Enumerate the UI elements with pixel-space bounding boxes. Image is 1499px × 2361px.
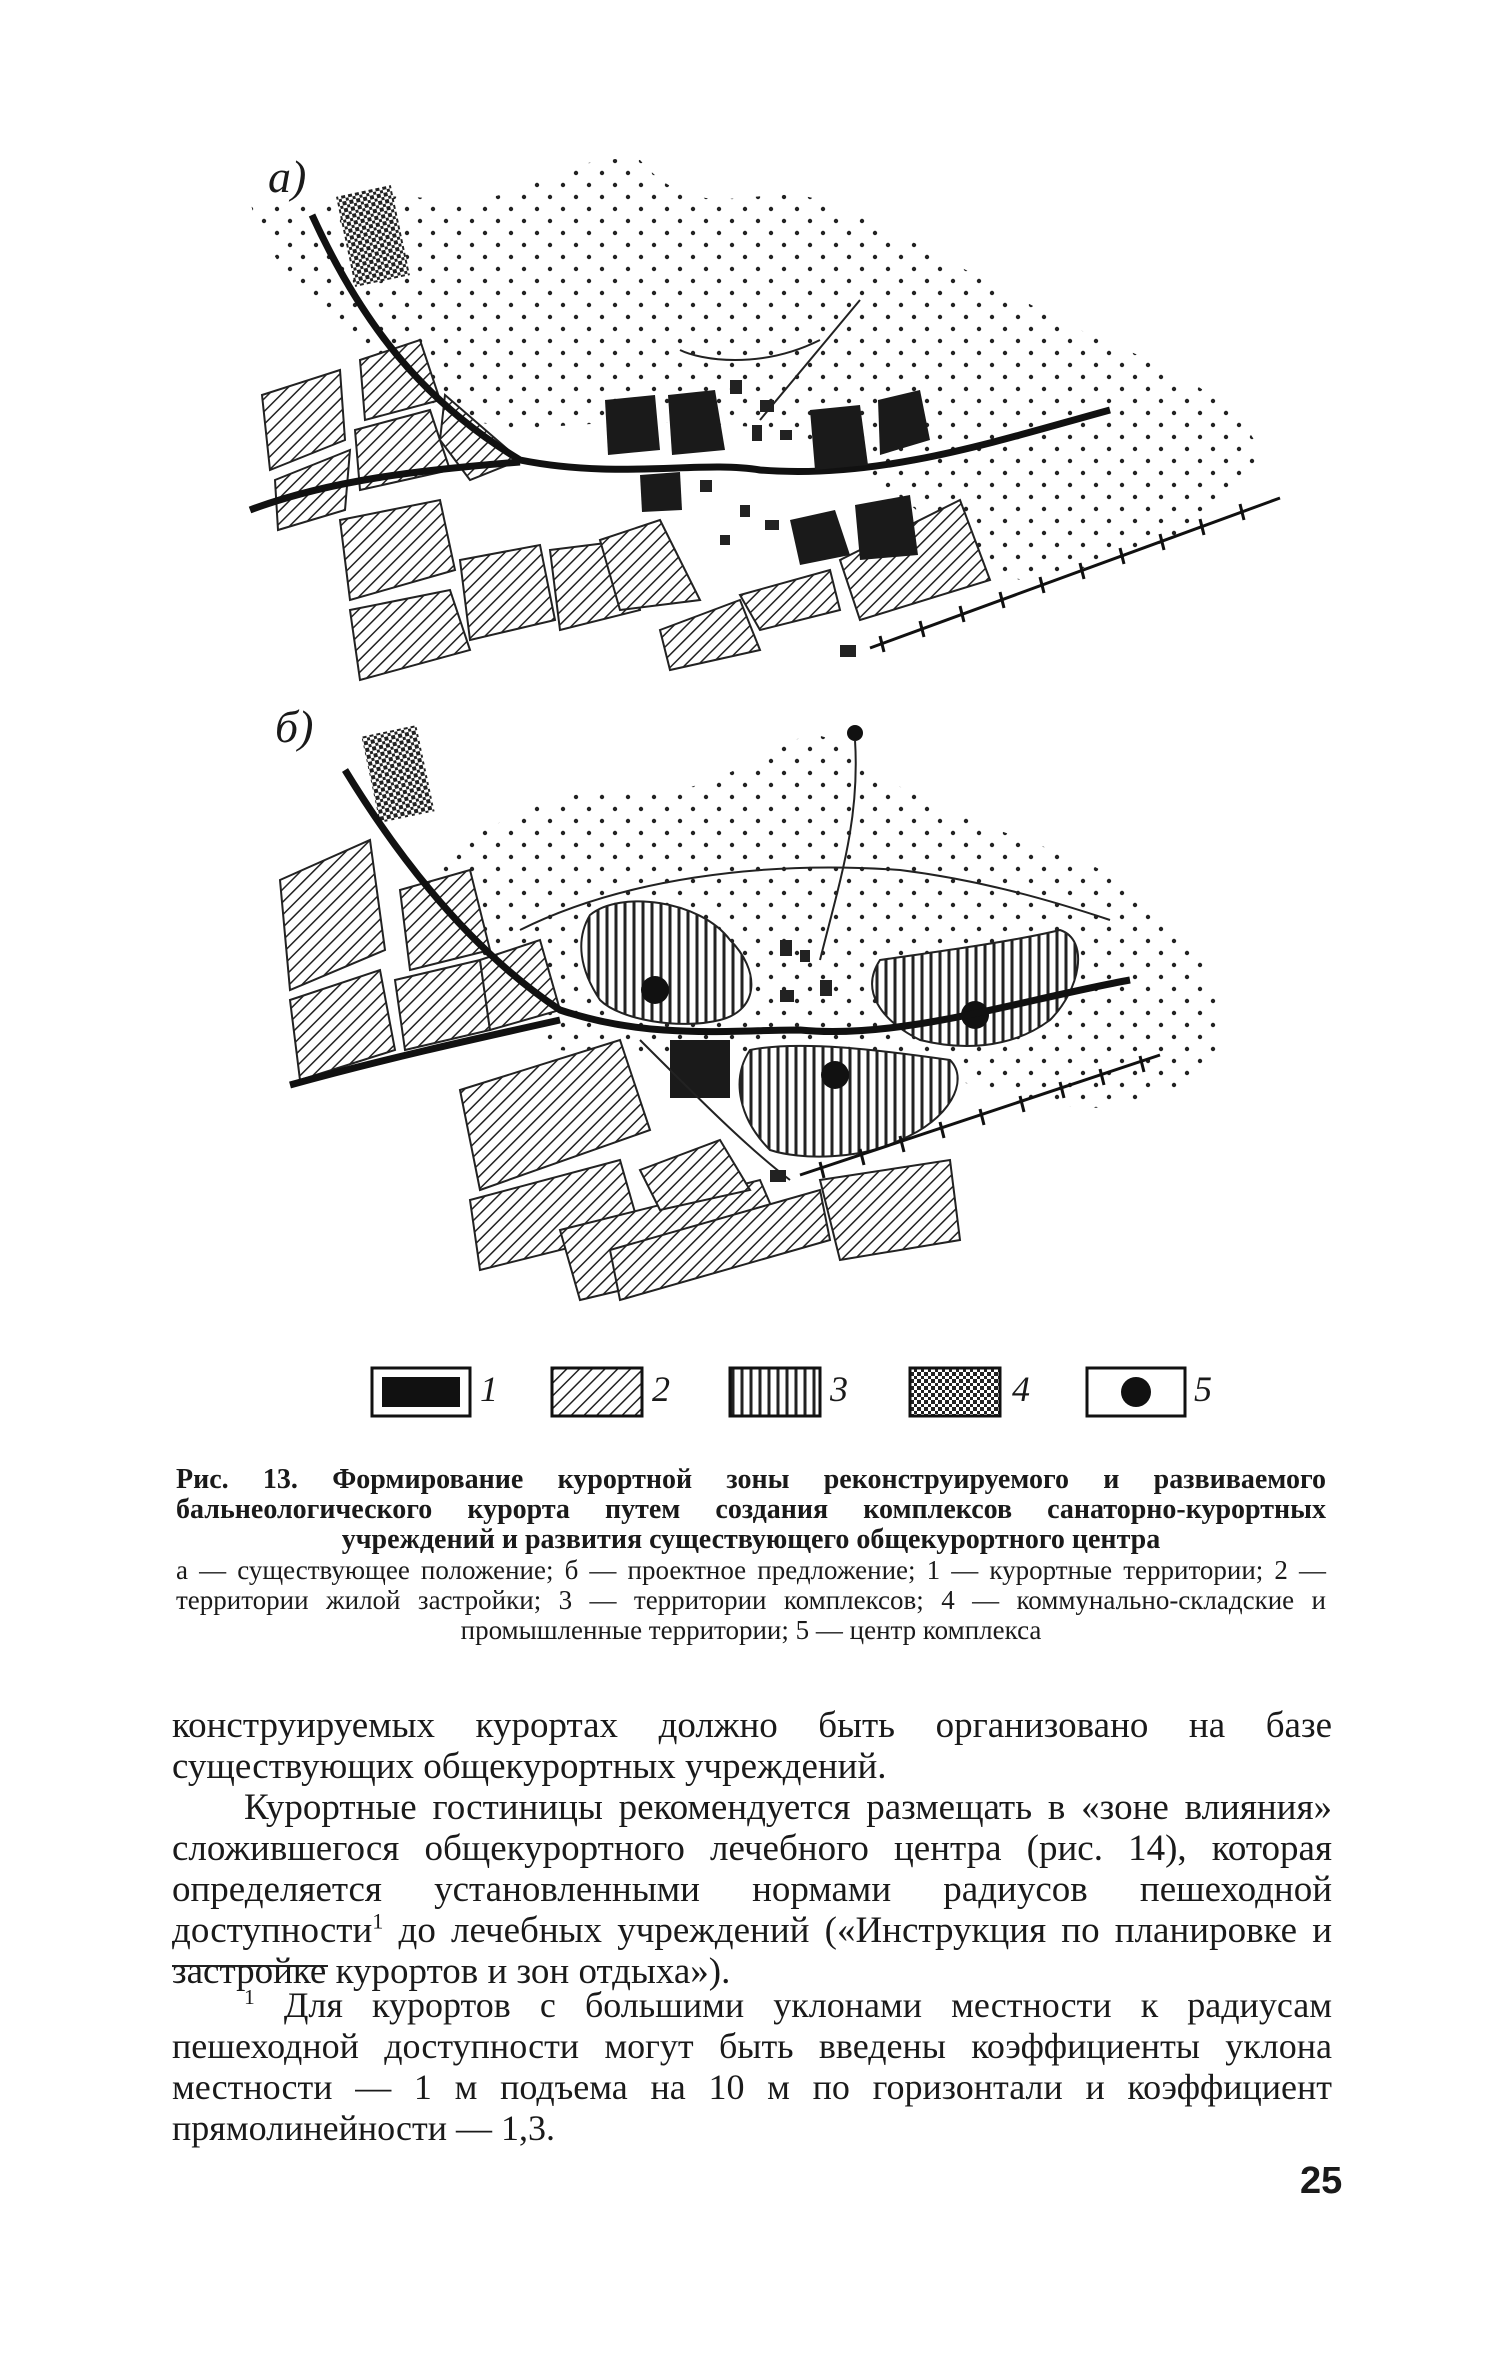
panel-b-label: б) <box>275 701 314 752</box>
legend-symbol-1 <box>372 1368 470 1416</box>
legend-num-5: 5 <box>1194 1369 1212 1409</box>
legend-symbol-3 <box>730 1368 820 1416</box>
paragraph-2-text-end: до лечебных учреждений («Инструкция по планировке и застройке курортов и зон отдыха»). <box>172 1910 1332 1992</box>
page-number: 25 <box>1300 2160 1343 2202</box>
legend-num-1: 1 <box>480 1369 498 1409</box>
caption-title: Рис. 13. Формирование курортной зоны реконструируемого и развиваемого бальнеологического курорта путем создания комплексов санаторно-курортных учреждений и развития существующего общекурортного центра <box>176 1464 1326 1555</box>
caption-description: а — существующее положение; б — проектное предложение; 1 — курортные территории; 2 — территории жилой застройки; 3 — территории комплексов; 4 — коммунально-складские и промышленные территории; 5 — центр комплекса <box>176 1555 1326 1645</box>
footnote-ref: 1 <box>372 1908 384 1934</box>
footnote-mark: 1 <box>244 1985 255 2009</box>
paragraph-2-text: Курортные гостиницы рекомендуется размещать в «зоне влияния» сложившегося общекурортного лечебного центра (рис. 14), которая определяется установленными нормами радиусов пешеходной доступности <box>172 1787 1332 1951</box>
legend-symbol-4 <box>910 1368 1000 1416</box>
paragraph-2 <box>172 1787 1332 1992</box>
legend-num-3: 3 <box>830 1369 848 1409</box>
footnote <box>172 1985 1332 2149</box>
body-text <box>172 1705 1332 1992</box>
legend-symbol-5 <box>1087 1368 1185 1416</box>
footnote-text: Для курортов с большими уклонами местности к радиусам пешеходной доступности могут быть введены коэффициенты уклона местности — 1 м подъема на 10 м по горизонтали и коэффициент прямолинейности — 1,3. <box>172 1985 1332 2148</box>
paragraph-1: конструируемых курортах должно быть организовано на базе существующих общекурортных учреждений. <box>172 1705 1332 1787</box>
footnote-rule <box>172 1965 328 1967</box>
legend-num-2: 2 <box>652 1369 670 1409</box>
legend-symbol-2 <box>552 1368 642 1416</box>
legend-num-4: 4 <box>1012 1369 1030 1409</box>
panel-b-map <box>280 725 1221 1300</box>
panel-a-label: а) <box>268 151 307 202</box>
panel-a-map <box>250 159 1280 680</box>
resort-block <box>670 1040 730 1098</box>
figure-caption <box>176 1465 1326 1645</box>
